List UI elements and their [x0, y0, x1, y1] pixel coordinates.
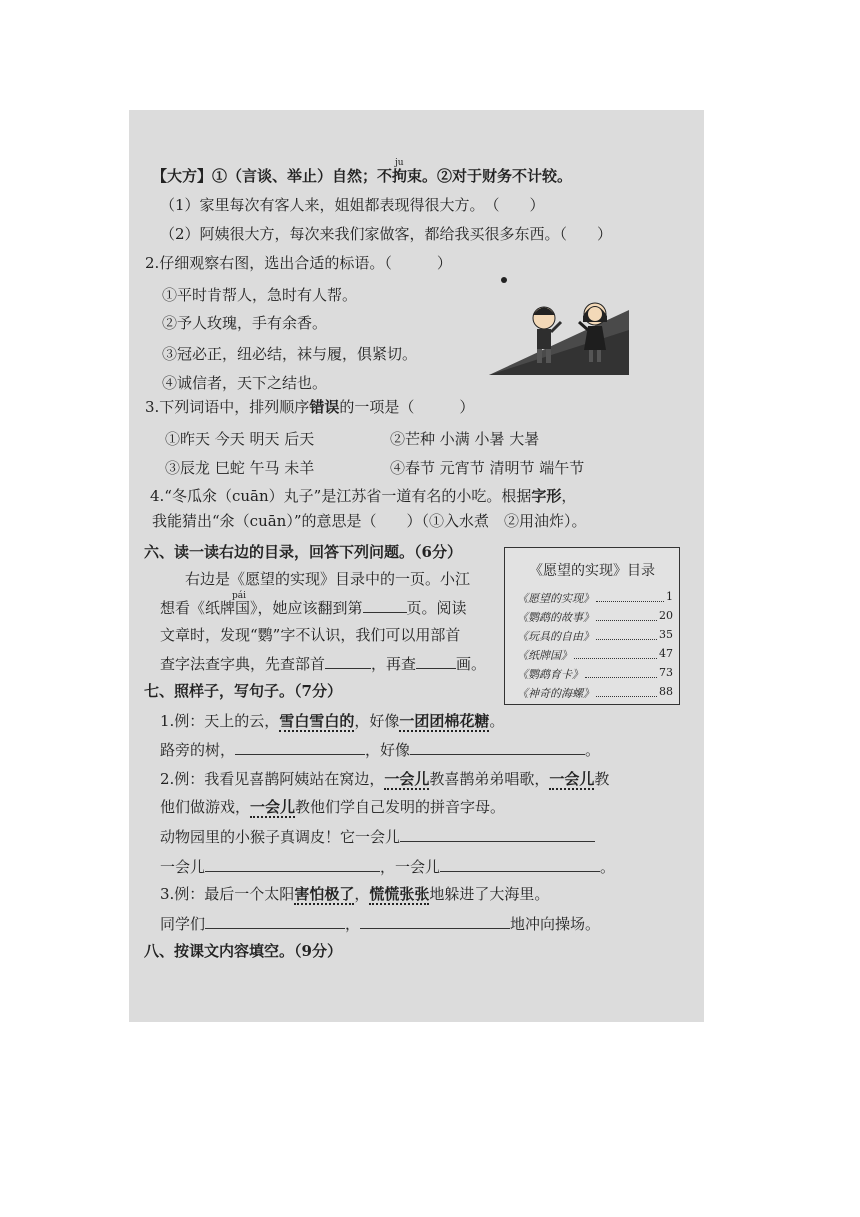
s7-ans2-l2-text: 一会儿 [160, 858, 206, 876]
s7-ex3-key-2: 慌慌张张 [369, 885, 430, 903]
s7-ans3-blank-2[interactable] [360, 914, 510, 929]
q3-option-3: ③辰龙 巳蛇 午马 未羊 [165, 459, 315, 477]
dafang-item-1: （1）家里每次有客人来，姐姐都表现得很大方。 （ ） [160, 196, 545, 214]
q3-option-2: ②芒种 小满 小暑 大暑 [390, 430, 540, 448]
q3-stem-paren: 的一项是（ ） [339, 398, 475, 416]
s6-blank-radical[interactable] [325, 654, 371, 669]
s7-ans2-blank-3[interactable] [440, 857, 600, 872]
q2-option-3: ③冠必正，纽必结，袜与履，俱紧切。 [162, 345, 418, 363]
section-6-heading: 六、读一读右边的目录，回答下列问题。（6分） [144, 543, 462, 561]
s6-blank-page[interactable] [363, 598, 407, 613]
s6-line-2-end: 页。阅读 [406, 599, 467, 617]
q2-option-2: ②予人玫瑰，手有余香。 [162, 314, 328, 332]
s7-ans3-end: 地冲向操场。 [510, 915, 601, 933]
s7-ans1-blank-2[interactable] [410, 740, 585, 755]
toc-entry-page: 88 [659, 685, 673, 698]
toc-entry-name: 《纸牌国》 [517, 649, 572, 662]
toc-entry-page: 1 [666, 590, 673, 603]
toc-entry-name: 《神奇的海螺》 [517, 687, 594, 700]
s7-ans1-end: 。 [585, 741, 601, 759]
s7-ans1-text: 路旁的树， [160, 741, 236, 759]
toc-entry [517, 666, 673, 682]
dafang-item-2: （2）阿姨很大方，每次来我们家做客，都给我买很多东西。（ ） [160, 225, 613, 243]
s7-ex2-mid: 教喜鹊弟弟唱歌， [429, 770, 550, 788]
s7-ex1-mid: ，好像 [354, 712, 400, 730]
s6-line-2 [160, 598, 467, 617]
toc-title: 《愿望的实现》目录 [529, 563, 655, 579]
s6-line-4-end: 画。 [456, 655, 487, 673]
q4-line-1-end: ， [561, 487, 577, 505]
q2-option-1: ①平时肯帮人，急时有人帮。 [162, 286, 358, 304]
s7-example-3 [160, 885, 549, 903]
q2-option-4: ④诚信者，天下之结也。 [162, 374, 328, 392]
s7-ex2-text: 2.例：我看见喜鹊阿姨站在窝边， [160, 770, 385, 788]
s7-ans1-blank-1[interactable] [235, 740, 365, 755]
toc-entry-page: 35 [659, 628, 673, 641]
s7-ex2-l2-text: 他们做游戏， [160, 798, 251, 816]
s6-line-4 [160, 654, 486, 673]
s7-ex2-key: 一会儿 [250, 798, 296, 816]
s7-ex3-end: 地躲进了大海里。 [429, 885, 550, 903]
toc-entry-name: 《鹦鹉的故事》 [517, 611, 594, 624]
s7-ex3-mid: ， [354, 885, 370, 903]
s7-answer-2-line-1 [160, 827, 595, 846]
q3-stem [145, 398, 474, 416]
s7-ans2-text: 动物园里的小猴子真调皮！它一会儿 [160, 828, 401, 846]
toc-entry-name: 《玩具的自由》 [517, 630, 594, 643]
s7-ex1-key-2: 一团团棉花糖 [399, 712, 490, 730]
toc-entry [517, 628, 673, 644]
s7-ex2-end: 教 [594, 770, 610, 788]
q3-stem-text: 3.下列词语中，排列顺序 [145, 398, 310, 416]
q3-option-4: ④春节 元宵节 清明节 端午节 [390, 459, 585, 477]
section-8-heading: 八、按课文内容填空。（9分） [144, 942, 342, 960]
s7-ex1-end: 。 [489, 712, 505, 730]
s7-ex2-key: 一会儿 [384, 770, 430, 788]
s7-ans3-text: 同学们 [160, 915, 206, 933]
s7-answer-3 [160, 914, 600, 933]
s6-line-2-text: 想看《纸牌国》，她应该翻到第 [160, 599, 363, 617]
toc-entry [517, 590, 673, 606]
s7-ans3-blank-1[interactable] [205, 914, 345, 929]
s7-example-1 [160, 712, 504, 730]
s7-ex2-l2-end: 教他们学自己发明的拼音字母。 [295, 798, 506, 816]
s7-ans2-l2-end: 。 [600, 858, 616, 876]
s7-ex3-text: 3.例：最后一个太阳 [160, 885, 295, 903]
s7-answer-1 [160, 740, 600, 759]
s6-line-1: 右边是《愿望的实现》目录中的一页。小江 [185, 570, 471, 588]
s7-ans2-l2-mid: ，一会儿 [380, 858, 441, 876]
q4-line-2: 我能猜出“氽（cuān）”的意思是（ ）（①入水煮 ②用油炸）。 [152, 512, 587, 530]
q4-line-1 [150, 487, 576, 505]
q3-option-1: ①昨天 今天 明天 后天 [165, 430, 315, 448]
pinyin-ju: ju [395, 158, 404, 168]
toc-box [504, 547, 680, 705]
toc-entry-name: 《鹦鹉育卡》 [517, 668, 583, 681]
s7-ans1-mid: ，好像 [365, 741, 411, 759]
s6-line-4-text: 查字法查字典，先查部首 [160, 655, 326, 673]
q4-line-1-key: 字形 [531, 487, 562, 505]
s6-blank-strokes[interactable] [416, 654, 456, 669]
q2-stem: 2.仔细观察右图，选出合适的标语。（ ） [145, 254, 452, 272]
s7-ex1-key-1: 雪白雪白的 [279, 712, 355, 730]
toc-entry [517, 647, 673, 663]
s7-answer-2-line-2 [160, 857, 615, 876]
toc-entry [517, 609, 673, 625]
children-illustration [489, 270, 629, 375]
s7-ans2-blank-1[interactable] [400, 827, 595, 842]
s7-example-2-line-1 [160, 770, 609, 788]
toc-entry-page: 47 [659, 647, 673, 660]
s7-ans3-mid: ， [345, 915, 361, 933]
toc-entry-page: 73 [659, 666, 673, 679]
s6-line-3: 文章时，发现“鹦”字不认识，我们可以用部首 [160, 626, 461, 644]
q3-stem-key: 错误 [309, 398, 340, 416]
toc-entry-name: 《愿望的实现》 [517, 592, 594, 605]
q4-line-1-text: 4.“冬瓜氽（cuān）丸子”是江苏省一道有名的小吃。根据 [150, 487, 532, 505]
s6-line-4-mid: ，再查 [371, 655, 417, 673]
s7-ex2-key: 一会儿 [549, 770, 595, 788]
dafang-definition: 【大方】①（言谈、举止）自然；不拘束。②对于财务不计较。 [152, 167, 573, 185]
s7-ans2-blank-2[interactable] [205, 857, 380, 872]
pinyin-pai: pái [232, 591, 247, 601]
section-7-heading: 七、照样子，写句子。（7分） [144, 682, 342, 700]
toc-entry-page: 20 [659, 609, 673, 622]
toc-entry [517, 685, 673, 701]
s7-ex1-text: 1.例：天上的云， [160, 712, 280, 730]
s7-ex3-key-1: 害怕极了 [294, 885, 355, 903]
s7-example-2-line-2 [160, 798, 505, 816]
